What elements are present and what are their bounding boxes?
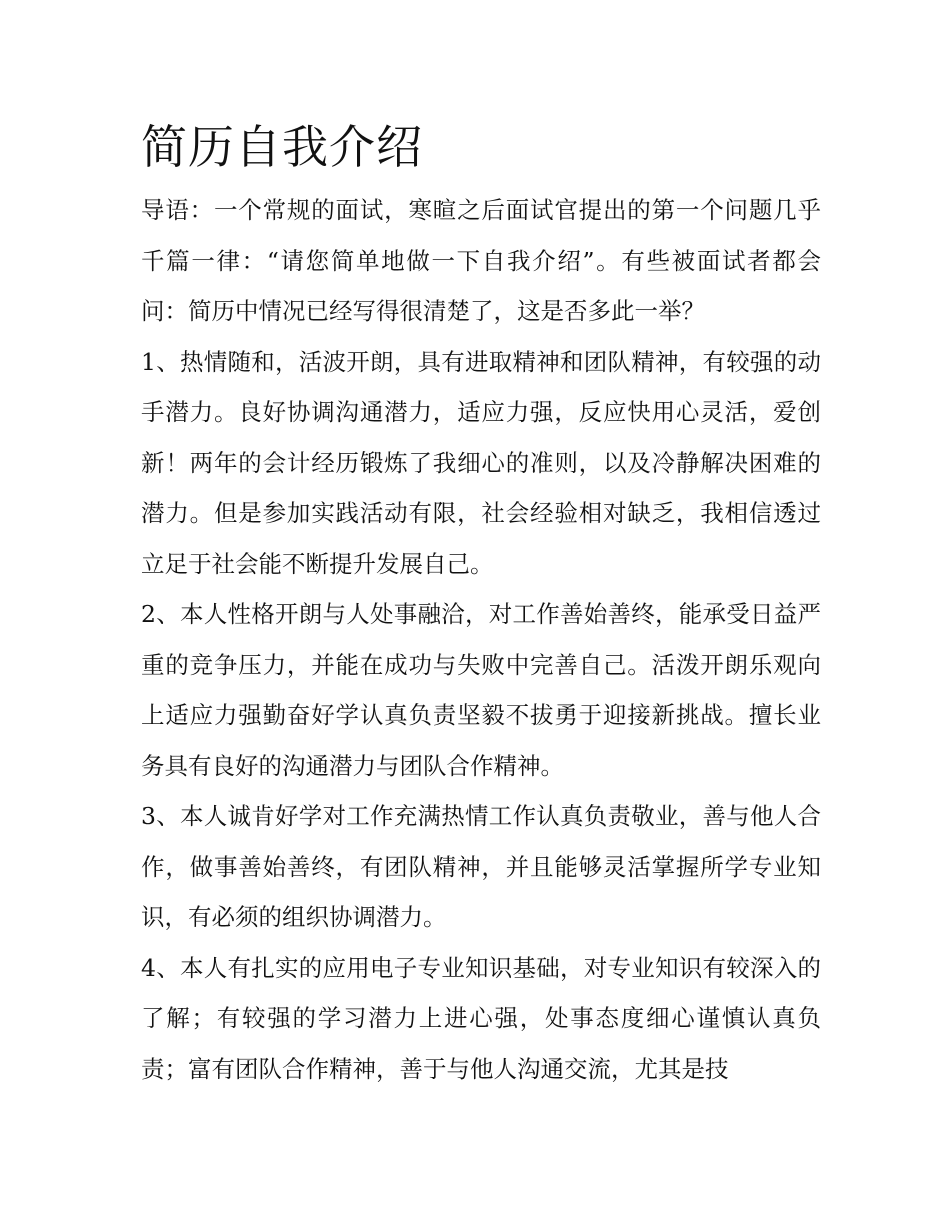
- intro-paragraph: 导语：一个常规的面试，寒暄之后面试官提出的第一个问题几乎千篇一律：“请您简单地做一下自我介绍”。有些被面试者都会问：简历中情况已经写得很清楚了，这是否多此一举？: [141, 196, 821, 325]
- document-body: [141, 113, 821, 1094]
- document-title: 简历自我介绍: [141, 120, 423, 174]
- paragraph-2: 2、本人性格开朗与人处事融洽，对工作善始善终，能承受日益严重的竞争压力，并能在成功与失败中完善自己。活泼开朗乐观向上适应力强勤奋好学认真负责坚毅不拔勇于迎接新挑战。擅长业务具有良好的沟通潜力与团队合作精神。: [141, 600, 821, 780]
- paragraph-1: 1、热情随和，活波开朗，具有进取精神和团队精神，有较强的动手潜力。良好协调沟通潜力，适应力强，反应快用心灵活，爱创新！两年的会计经历锻炼了我细心的准则，以及冷静解决困难的潜力。但是参加实践活动有限，社会经验相对缺乏，我相信透过立足于社会能不断提升发展自己。: [141, 347, 821, 578]
- paragraph-3: 3、本人诚肯好学对工作充满热情工作认真负责敬业，善与他人合作，做事善始善终，有团队精神，并且能够灵活掌握所学专业知识，有必须的组织协调潜力。: [141, 802, 821, 931]
- paragraph-4: 4、本人有扎实的应用电子专业知识基础，对专业知识有较深入的了解；有较强的学习潜力上进心强，处事态度细心谨慎认真负责；富有团队合作精神，善于与他人沟通交流，尤其是技: [141, 953, 821, 1083]
